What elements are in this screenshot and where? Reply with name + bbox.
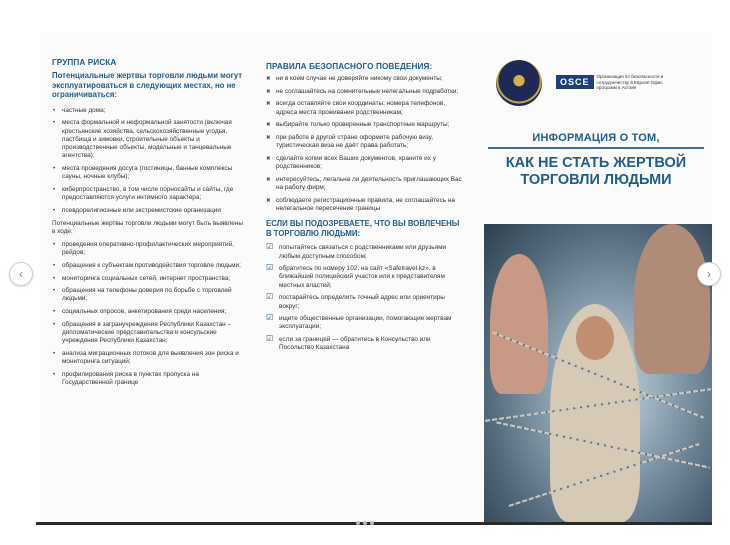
page-dot[interactable] [370, 521, 374, 525]
list-item: • анализа миграционных потоков для выявления зон риска и мониторинга ситуаций; [52, 350, 248, 366]
risk-group-heading: ГРУППА РИСКА [52, 58, 117, 67]
list-item: • частные дома; [52, 107, 248, 115]
list-item: ✖ соблюдаете регистрационные правила, не соглашайтесь на нелегальное пересечение границы [266, 197, 466, 213]
list-item: ☑ постарайтесь определить точный адрес или ориентиры вокруг; [266, 294, 466, 310]
prev-page-button[interactable] [9, 262, 33, 286]
safety-rules-column [266, 62, 466, 357]
safety-rules-heading: ПРАВИЛА БЕЗОПАСНОГО ПОВЕДЕНИЯ: [266, 62, 433, 71]
list-item: ✖ не соглашайтесь на сомнительные нелегальные подработки; [266, 88, 466, 96]
page-dot[interactable] [356, 521, 360, 525]
places-list [52, 107, 248, 215]
page-indicator[interactable] [356, 521, 374, 525]
list-item: • обращения на телефоны доверия по борьбе с торговлей людьми; [52, 287, 248, 303]
figure-boy-head [576, 316, 614, 360]
detection-list [52, 241, 248, 387]
emblem-icon [496, 60, 542, 106]
list-item: ✖ при работе в другой стране оформите рабочую визу, туристическая виза не даёт права работать; [266, 134, 466, 150]
rules-list [266, 75, 466, 213]
bottom-bar [36, 522, 712, 525]
list-item: ✖ сделайте копии всех Ваших документов, храните их у родственников; [266, 155, 466, 171]
chevron-right-icon: › [707, 267, 711, 281]
list-item: ☑ ищите общественные организации, помогающие жертвам эксплуатации; [266, 315, 466, 331]
logos [496, 60, 706, 110]
list-item: • обращения в загранучреждения Республики Казахстан – дипломатические представительства и консульские учреждения Республики Казахстан; [52, 321, 248, 346]
cover-title-line2: КАК НЕ СТАТЬ ЖЕРТВОЙ ТОРГОВЛИ ЛЮДЬМИ [505, 154, 687, 188]
list-item: • места формальной и неформальной занятости (включая крестьянские хозяйства, сельскохозяйственные угодья, пастбища и зимовки, строительные объекты и производственные объекты, модельные и танцевальные агентства); [52, 119, 248, 160]
cover-illustration [484, 224, 712, 522]
list-item: ✖ ни в коем случае не доверяйте никому свои документы; [266, 75, 466, 83]
list-item: ✖ всегда оставляйте свои координаты: номера телефонов, адреса места проживания родственникам; [266, 100, 466, 116]
list-item: ☑ попытайтесь связаться с родственниками или друзьями любым доступным способом; [266, 244, 466, 260]
list-item: • места проведения досуга (гостиницы, банные комплексы сауны, ночные клубы); [52, 165, 248, 181]
list-item: ✖ выбирайте только проверенные транспортные маршруты; [266, 121, 466, 129]
list-item: • профилирования риска в пунктах пропуска на Государственной границе [52, 371, 248, 387]
list-item: • обращения к субъектам противодействия торговле людьми; [52, 262, 248, 270]
cover-column [480, 32, 712, 522]
figure-woman [490, 254, 548, 394]
list-item: ☑ если за границей — обратитесь в Консульство или Посольство Казахстана [266, 336, 466, 352]
cover-title-line1: ИНФОРМАЦИЯ О ТОМ, [532, 132, 660, 144]
figure-man [634, 224, 710, 374]
page-dot[interactable] [363, 521, 367, 525]
detection-intro: Потенциальные жертвы торговли людьми могут быть выявлены в ходе: [52, 219, 243, 235]
list-item: ✖ интересуйтесь, легальна ли деятельность приглашающих Вас на работу фирм; [266, 176, 466, 192]
chevron-left-icon: ‹ [19, 267, 23, 281]
list-item: • псевдорелигиозные или экстремистские организации [52, 207, 248, 215]
brochure-page [40, 32, 712, 522]
risk-group-lead: Потенциальные жертвы торговли людьми могут эксплуатироваться в следующих местах, но не ограничиваться: [52, 71, 243, 100]
risk-group-column [52, 58, 248, 392]
list-item: • проведения оперативно-профилактических мероприятий, рейдов; [52, 241, 248, 257]
divider [488, 147, 704, 149]
osce-text: Организация по безопасности и сотрудничеству в Европе Офис программ в Астане [596, 74, 664, 91]
osce-logo [556, 74, 675, 91]
steps-list [266, 244, 466, 352]
list-item: • киберпространство, в том числе порносайты и сайты, где предоставляются услуги интимного характера; [52, 186, 248, 202]
cover-title [480, 132, 712, 189]
list-item: • социальных опросов, анкетирования среди населения; [52, 308, 248, 316]
list-item: ☑ обратитесь по номеру 102, на сайт «Safetravel.kz», в ближайший полицейский участок или к представителям местных властей; [266, 265, 466, 290]
osce-label: OSCE [556, 75, 594, 89]
list-item: • мониторинга социальных сетей, интернет пространства; [52, 275, 248, 283]
next-page-button[interactable] [697, 262, 721, 286]
suspect-heading: ЕСЛИ ВЫ ПОДОЗРЕВАЕТЕ, ЧТО ВЫ ВОВЛЕЧЕНЫ В ТОРГОВЛЮ ЛЮДЬМИ: [266, 219, 460, 238]
